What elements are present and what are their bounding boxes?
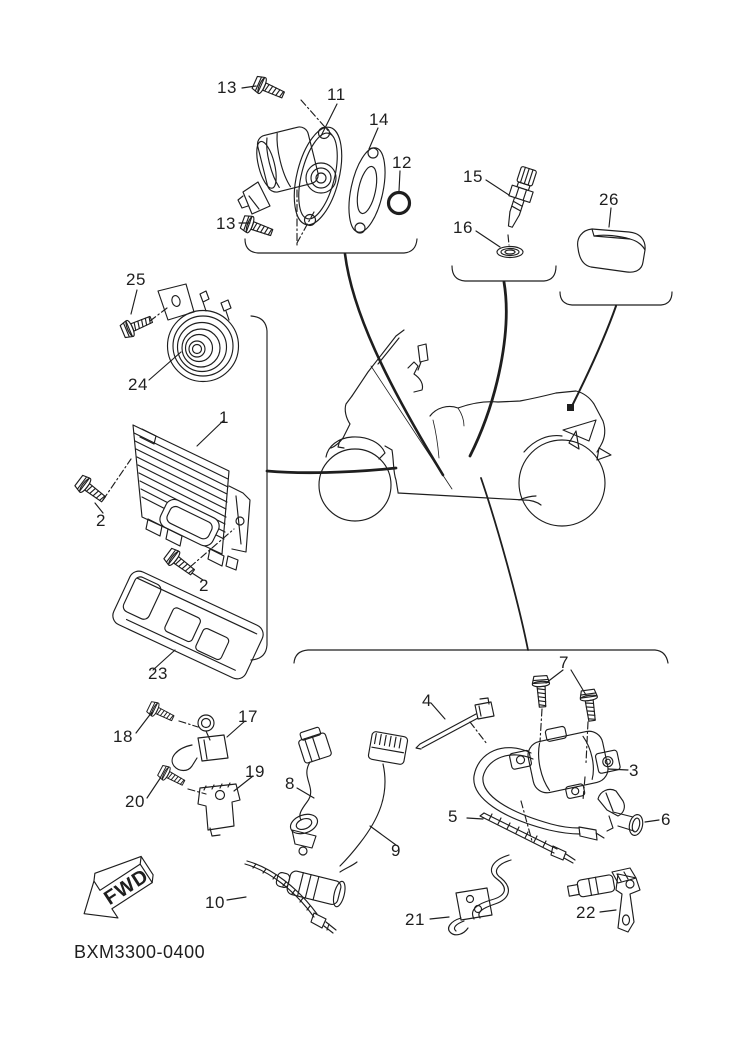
part-label-bolt-upper: 2 bbox=[96, 511, 106, 530]
part-label-bolt-lower: 2 bbox=[199, 576, 209, 595]
band-5 bbox=[480, 813, 575, 863]
part-label-screw-upper: 18 bbox=[113, 727, 133, 746]
part-label-band: 5 bbox=[448, 807, 458, 826]
washer bbox=[497, 247, 523, 258]
brace-left-group bbox=[251, 316, 267, 660]
solenoid-valve bbox=[238, 122, 350, 229]
part-label-screw-lower: 20 bbox=[125, 792, 145, 811]
bolt-2-upper bbox=[74, 474, 109, 506]
fwd-arrow bbox=[69, 847, 162, 932]
part-label-gasket: 14 bbox=[369, 110, 389, 129]
rubber-cover bbox=[578, 229, 645, 272]
ecu-unit bbox=[133, 425, 250, 570]
cable-tie-10 bbox=[245, 861, 336, 933]
ecu-tray bbox=[110, 568, 267, 682]
bolt-25 bbox=[119, 311, 154, 339]
part-label-temp-sensor: 15 bbox=[463, 167, 483, 186]
wire-stay-21 bbox=[449, 855, 511, 935]
gasket bbox=[342, 145, 391, 236]
bolt-2-lower bbox=[163, 547, 198, 579]
solenoid-valve-group bbox=[238, 74, 410, 240]
stay-group bbox=[449, 855, 640, 935]
group-braces bbox=[245, 239, 672, 663]
ignition-coil bbox=[474, 716, 625, 840]
small-bracket-group bbox=[146, 700, 240, 836]
part-label-horn-bolt: 25 bbox=[126, 270, 146, 289]
screw-18 bbox=[146, 700, 176, 725]
part-label-spark-plug-cap: 6 bbox=[661, 810, 671, 829]
part-label-wire-clamp: 17 bbox=[238, 707, 258, 726]
part-label-wire-stay: 21 bbox=[405, 910, 425, 929]
part-label-bolt-top: 13 bbox=[217, 78, 237, 97]
part-label-sensor-bracket: 22 bbox=[576, 903, 596, 922]
part-label-o-ring: 12 bbox=[392, 153, 412, 172]
horn-bracket bbox=[158, 284, 194, 320]
part-label-bracket: 19 bbox=[245, 762, 265, 781]
diagram-code: BXM3300-0400 bbox=[74, 942, 206, 962]
part-label-ecu-tray: 23 bbox=[148, 664, 168, 683]
part-label-o2-sensor: 9 bbox=[391, 841, 401, 860]
wire-clamp-17 bbox=[172, 715, 228, 771]
spark-plug-cap bbox=[598, 789, 645, 836]
part-label-sensor-assembly: 8 bbox=[285, 774, 295, 793]
part-label-bolt-bottom: 13 bbox=[216, 214, 236, 233]
motorcycle-silhouette bbox=[319, 330, 611, 526]
part-label-coil-bolts: 7 bbox=[559, 653, 569, 672]
sensor-lead-group bbox=[245, 726, 408, 933]
group-leader-lines bbox=[267, 254, 616, 650]
part-label-washer: 16 bbox=[453, 218, 473, 237]
part-label-cable-tie: 4 bbox=[422, 691, 432, 710]
horn bbox=[168, 291, 239, 382]
part-label-rubber-cover: 26 bbox=[599, 190, 619, 209]
temp-sensor-group bbox=[497, 165, 540, 257]
part-label-cable-tie-long: 10 bbox=[205, 893, 225, 912]
bolt-13-bottom bbox=[240, 214, 275, 241]
ecu-group bbox=[74, 425, 267, 682]
fwd-arrow-label: FWD bbox=[100, 864, 153, 910]
brace-cover-group bbox=[560, 292, 672, 305]
part-label-solenoid-valve: 11 bbox=[327, 85, 346, 104]
o-ring bbox=[389, 193, 410, 214]
sensor-bracket-22 bbox=[567, 868, 640, 932]
brace-bottom-group bbox=[294, 650, 668, 663]
bolt-7-right bbox=[579, 689, 600, 722]
part-label-ignition-coil: 3 bbox=[629, 761, 639, 780]
screw-20 bbox=[157, 764, 187, 789]
horn-group bbox=[119, 284, 238, 382]
bolt-13-top bbox=[251, 74, 286, 102]
brace-sensor-group bbox=[452, 266, 556, 281]
brace-solenoid-group bbox=[245, 239, 417, 253]
temp-sensor bbox=[500, 165, 540, 230]
bolt-7-left bbox=[532, 675, 551, 707]
part-label-horn: 24 bbox=[128, 375, 148, 394]
part-label-ecu-unit: 1 bbox=[219, 408, 229, 427]
